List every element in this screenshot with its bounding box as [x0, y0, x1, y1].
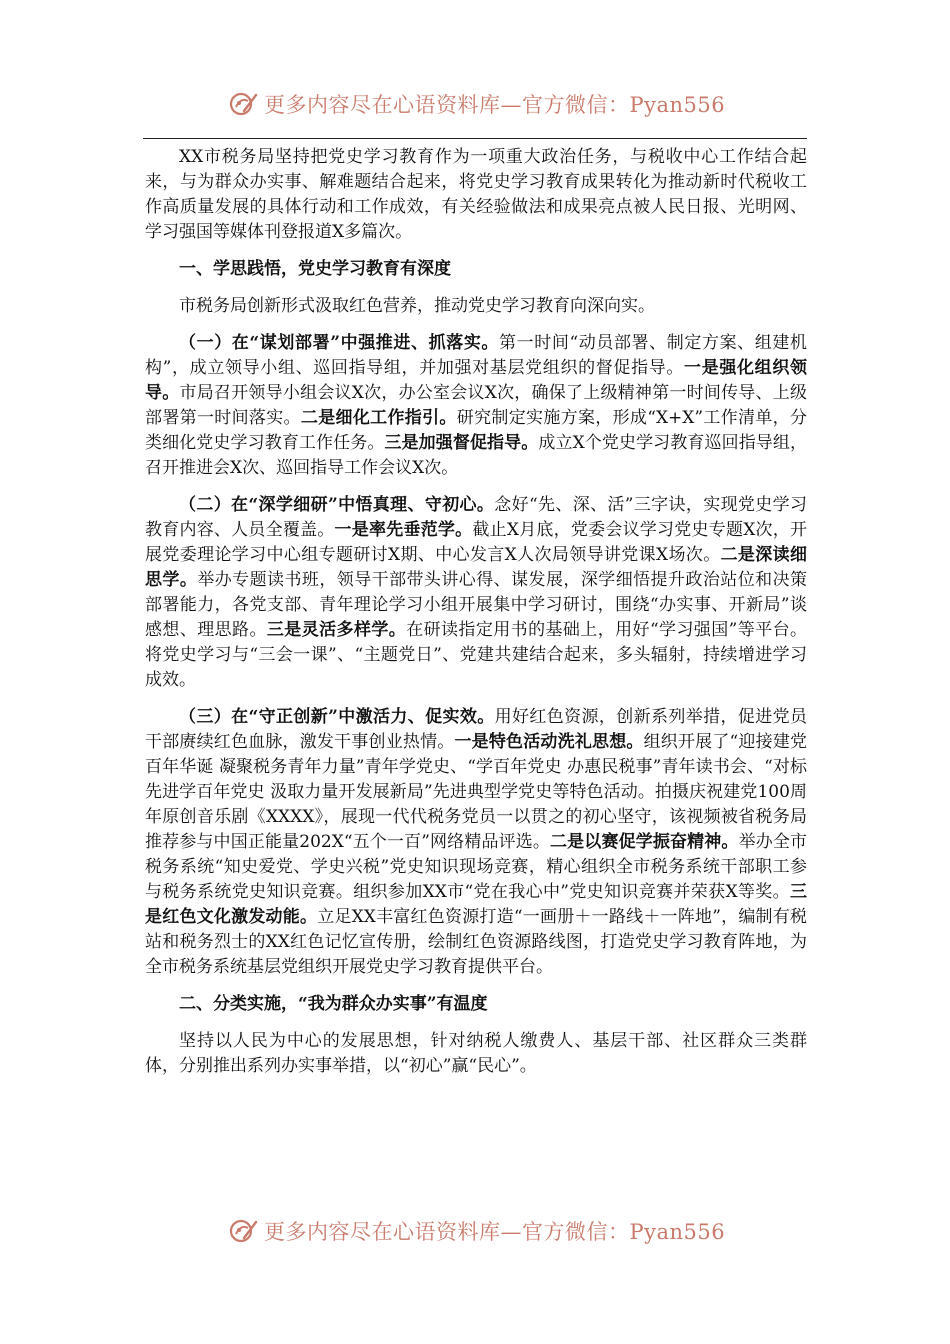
subsection-3-text-1: 用好红色资源，创新系列举措，促进党员干部赓续红色血脉，激发干事创业热情。 — [145, 707, 808, 752]
watermark-logo-icon — [228, 1216, 258, 1246]
watermark-text: 更多内容尽在心语资料库—官方微信：Pyan556 — [264, 1220, 726, 1244]
section-2-paragraph: 坚持以人民为中心的发展思想，针对纳税人缴费人、基层干部、社区群众三类群体，分别推出系列办实事举措，以“初心”赢“民心”。 — [145, 1031, 807, 1076]
subsection-2-text-1: 念好“先、深、活”三字诀，实现党史学习教育内容、人员全覆盖。 — [145, 495, 807, 540]
subsection-1-text-1: 第一时间“动员部署、制定方案、组建机构”，成立领导小组、巡回指导组，并加强对基层党组织的督促指导。 — [145, 333, 807, 378]
watermark-header — [228, 84, 725, 124]
subsection-1-lead: （一）在“谋划部署”中强推进、抓落实。 — [179, 333, 500, 353]
section-heading-1: 一、学思践悟，党史学习教育有深度 — [179, 259, 451, 279]
subsection-3-point-2: 二是以赛促学振奋精神。 — [550, 832, 739, 852]
intro-paragraph: XX市税务局坚持把党史学习教育作为一项重大政治任务，与税收中心工作结合起来，与为群众办实事、解难题结合起来，将党史学习教育成果转化为推动新时代税收工作高质量发展的具体行动和工作成效，有关经验做法和成果亮点被人民日报、光明网、学习强国等媒体刊登报道X多篇次。 — [145, 147, 807, 242]
subsection-2 — [145, 493, 807, 693]
subsection-2-text-4: 在研读指定用书的基础上，用好“学习强国”等平台。将党史学习与“三会一课”、“主题党日”、党建共建结合起来，多头辐射，持续增进学习成效。 — [145, 620, 808, 690]
section-1-paragraph: 市税务局创新形式汲取红色营养，推动党史学习教育向深向实。 — [179, 296, 655, 316]
subsection-2-point-2: 二是深读细思学。 — [145, 545, 808, 590]
document-body — [145, 145, 807, 1091]
subsection-1-text-2: 市局召开领导小组会议X次，办公室会议X次，确保了上级精神第一时间传导、上级部署第一时间落实。 — [145, 383, 807, 428]
subsection-1-text-3: 研究制定实施方案，形成“X+X”工作清单，分类细化党史学习教育工作任务。 — [145, 408, 807, 453]
subsection-3-text-2: 组织开展了“迎接建党百年华诞 凝聚税务青年力量”青年学党史、“学百年党史 办惠民税事”青年读书会、“对标先进学百年党史 汲取力量开发展新局”先进典型学党史等特色活动。拍摄庆祝建党100周年原创音乐剧《XXXX》，展现一代代税务党员一以贯之的初心坚守，该视频被省税务局推荐参与中国正能量202X“五个一百”网络精品评选。 — [145, 732, 808, 852]
subsection-3 — [145, 705, 807, 980]
subsection-1 — [145, 331, 807, 481]
watermark-text: 更多内容尽在心语资料库—官方微信：Pyan556 — [264, 93, 726, 117]
subsection-3-text-3: 举办全市税务系统“知史爱党、学史兴税”党史知识现场竞赛，精心组织全市税务系统干部职工参与税务系统党史知识竞赛。组织参加XX市“党在我心中”党史知识竞赛并荣获X等奖。 — [145, 832, 807, 902]
subsection-3-lead: （三）在“守正创新”中激活力、促实效。 — [179, 707, 495, 727]
section-heading-2: 二、分类实施，“我为群众办实事”有温度 — [179, 994, 488, 1014]
subsection-2-text-3: 举办专题读书班，领导干部带头讲心得、谋发展，深学细悟提升政治站位和决策部署能力，各党支部、青年理论学习小组开展集中学习研讨，围绕“办实事、开新局”谈感想、理思路。 — [145, 570, 808, 640]
watermark-logo-icon — [228, 89, 258, 119]
subsection-2-point-3: 三是灵活多样学。 — [266, 620, 407, 640]
watermark-footer — [228, 1211, 725, 1251]
subsection-1-text-4: 成立X个党史学习教育巡回指导组，召开推进会X次、巡回指导工作会议X次。 — [145, 433, 807, 478]
subsection-1-point-2: 二是细化工作指引。 — [300, 408, 457, 428]
subsection-3-point-3: 三是红色文化激发动能。 — [145, 882, 807, 927]
subsection-1-point-1: 一是强化组织领导。 — [145, 358, 807, 403]
subsection-2-point-1: 一是率先垂范学。 — [334, 520, 473, 540]
subsection-3-point-1: 一是特色活动洗礼思想。 — [454, 732, 644, 752]
subsection-2-lead: （二）在“深学细研”中悟真理、守初心。 — [179, 495, 495, 515]
subsection-3-text-4: 立足XX丰富红色资源打造“一画册＋一路线＋一阵地”，编制有税站和税务烈士的XX红色记忆宣传册，绘制红色资源路线图，打造党史学习教育阵地，为全市税务系统基层党组织开展党史学习教育提供平台。 — [145, 907, 807, 977]
header-rule — [143, 138, 807, 139]
subsection-1-point-3: 三是加强督促指导。 — [384, 433, 539, 453]
subsection-2-text-2: 截止X月底，党委会议学习党史专题X次，开展党委理论学习中心组专题研讨X期、中心发言X人次局领导讲党课X场次。 — [145, 520, 808, 565]
